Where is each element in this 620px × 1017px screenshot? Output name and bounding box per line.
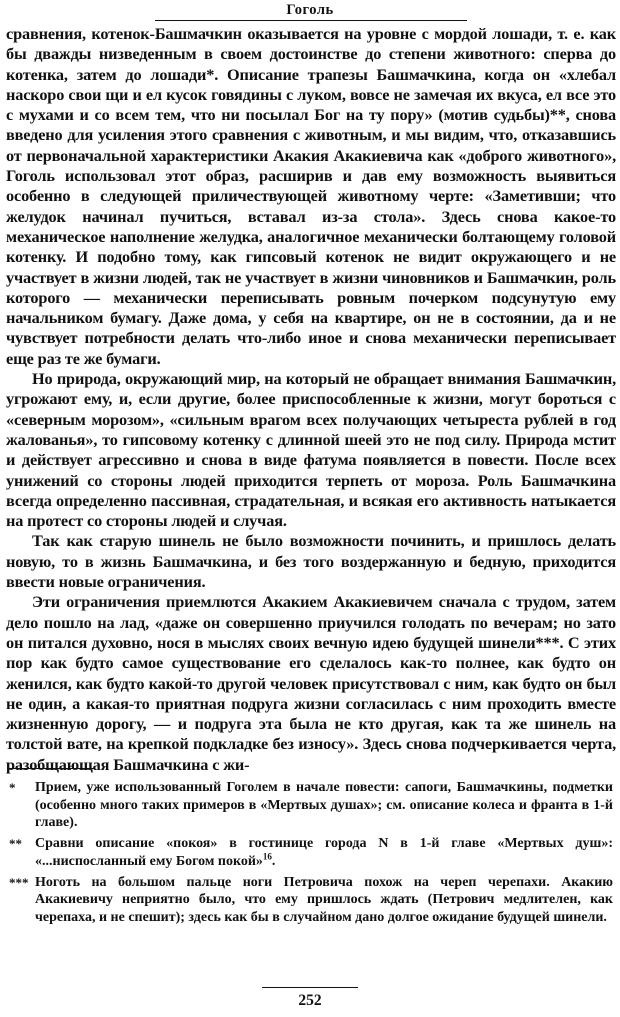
running-head: Гоголь: [286, 2, 334, 18]
footnote: [9, 835, 613, 870]
footnote-text: Сравни описание «покоя» в гостинице города N в 1-й главе «Мертвых душ»: «...ниспосланный ему Богом покой»: [35, 836, 613, 869]
page-number: 252: [298, 992, 322, 1009]
footnote-text: Ноготь на большом пальце ноги Петровича похож на череп черепахи. Акакию Акакиевичу неприятно было, что ему пришлось ждать (Петрович медлителен, как черепаха, и не спешит); здесь как бы в случайном дано долгое ожидание будущей шинели.: [35, 874, 613, 925]
header-rule: [155, 20, 467, 21]
footnote-text-wrapper: [35, 835, 613, 870]
paragraph: Эти ограничения приемлются Акакием Акакиевичем сначала с трудом, затем дело пошло на лад, «даже он совершенно приучился голодать по вечерам; но зато он питался духовно, нося в мыслях своих вечную идею будущей шинели***. С этих пор как будто самое существование его сделалось как-то полнее, как будто он женился, как будто какой-то другой человек присутствовал с ним, как будто он был не один, а какая-то приятная подруга жизни согласилась с ним проходить вместе жизненную дорогу, — и подруга эта была не кто другая, как та же шинель на толстой вате, на крепкой подкладке без износу». Здесь снова подчеркивается черта, разобщающая Башмачкина с жи-: [6, 592, 616, 774]
paragraph: Но природа, окружающий мир, на который не обращает внимания Башмачкин, угрожают ему, и, если другие, более приспособленные к жизни, могут бороться с «северным морозом», «сильным врагом всех получающих четыреста рублей в год жалованья», то гипсовому котенку с длинной шеей это не под силу. Природа мстит и действует агрессивно и снова в виде фатума появляется в повести. После всех унижений со стороны людей приходится терпеть от мороза. Роль Башмачкина всегда определенно пассивная, страдательная, и всякая его активность натыкается на протест со стороны людей и случая.: [6, 369, 616, 531]
paragraph: Так как старую шинель не было возможности починить, и пришлось делать новую, то в жизнь Башмачкина, и без того воздержанную и бедную, приходится ввести новые ограничения.: [6, 531, 616, 592]
footnote-text-end: .: [271, 853, 276, 869]
footnote-mark: ***: [9, 874, 29, 890]
paragraph: сравнения, котенок-Башмачкин оказывается на уровне с мордой лошади, т. е. как бы дважды низведенным в своем достоинстве до степени животного: сперва до котенка, затем до лошади*. Описание трапезы Башмачкина, когда он «хлебал наскоро свои щи и ел кусок говядины с луком, вовсе не замечая их вкуса, ел все это с мухами и со всем тем, что ни посылал Бог на ту пору» (мотив судьбы)**, снова введено для усиления этого сравнения с животным, и мы видим, что, отказавшись от первоначальной характеристики Акакия Акакиевича как «доброго животного», Гоголь использовал этот образ, расширив и дав ему возможность выявиться особенно в следующей приличествующей животному черте: «Заметивши; что желудок начинал пучиться, вставал из-за стола». Здесь снова какое-то механическое наполнение желудка, аналогичное механически болтающему головой котенку. И подобно тому, как гипсовый котенок не видит окружающего и не участвует в жизни людей, так не участвует в жизни чиновников и Башмачкин, роль которого — механически переписывать ровным почерком подсунутую ему начальником бумагу. Даже дома, у себя на квартире, он не в состоянии, да и не чувствует потребности делать что-либо иное и снова механически переписывает еще раз те же бумаги.: [6, 24, 616, 368]
main-text: [6, 24, 616, 775]
footnote-mark: **: [9, 836, 22, 852]
footnote-text: Прием, уже использованный Гоголем в начале повести: сапоги, Башмачкины, подметки (особенно много таких примеров в «Мертвых душах»; см. описание колеса и франта в 1-й главе).: [35, 780, 613, 831]
footnote: [9, 779, 613, 832]
footnote-mark: *: [9, 780, 16, 795]
folio-rule: [262, 987, 358, 988]
footnote-reference-number: 16: [262, 851, 272, 862]
footnotes: [9, 779, 613, 930]
footnote-rule: [9, 768, 95, 769]
footnote: [9, 874, 613, 927]
